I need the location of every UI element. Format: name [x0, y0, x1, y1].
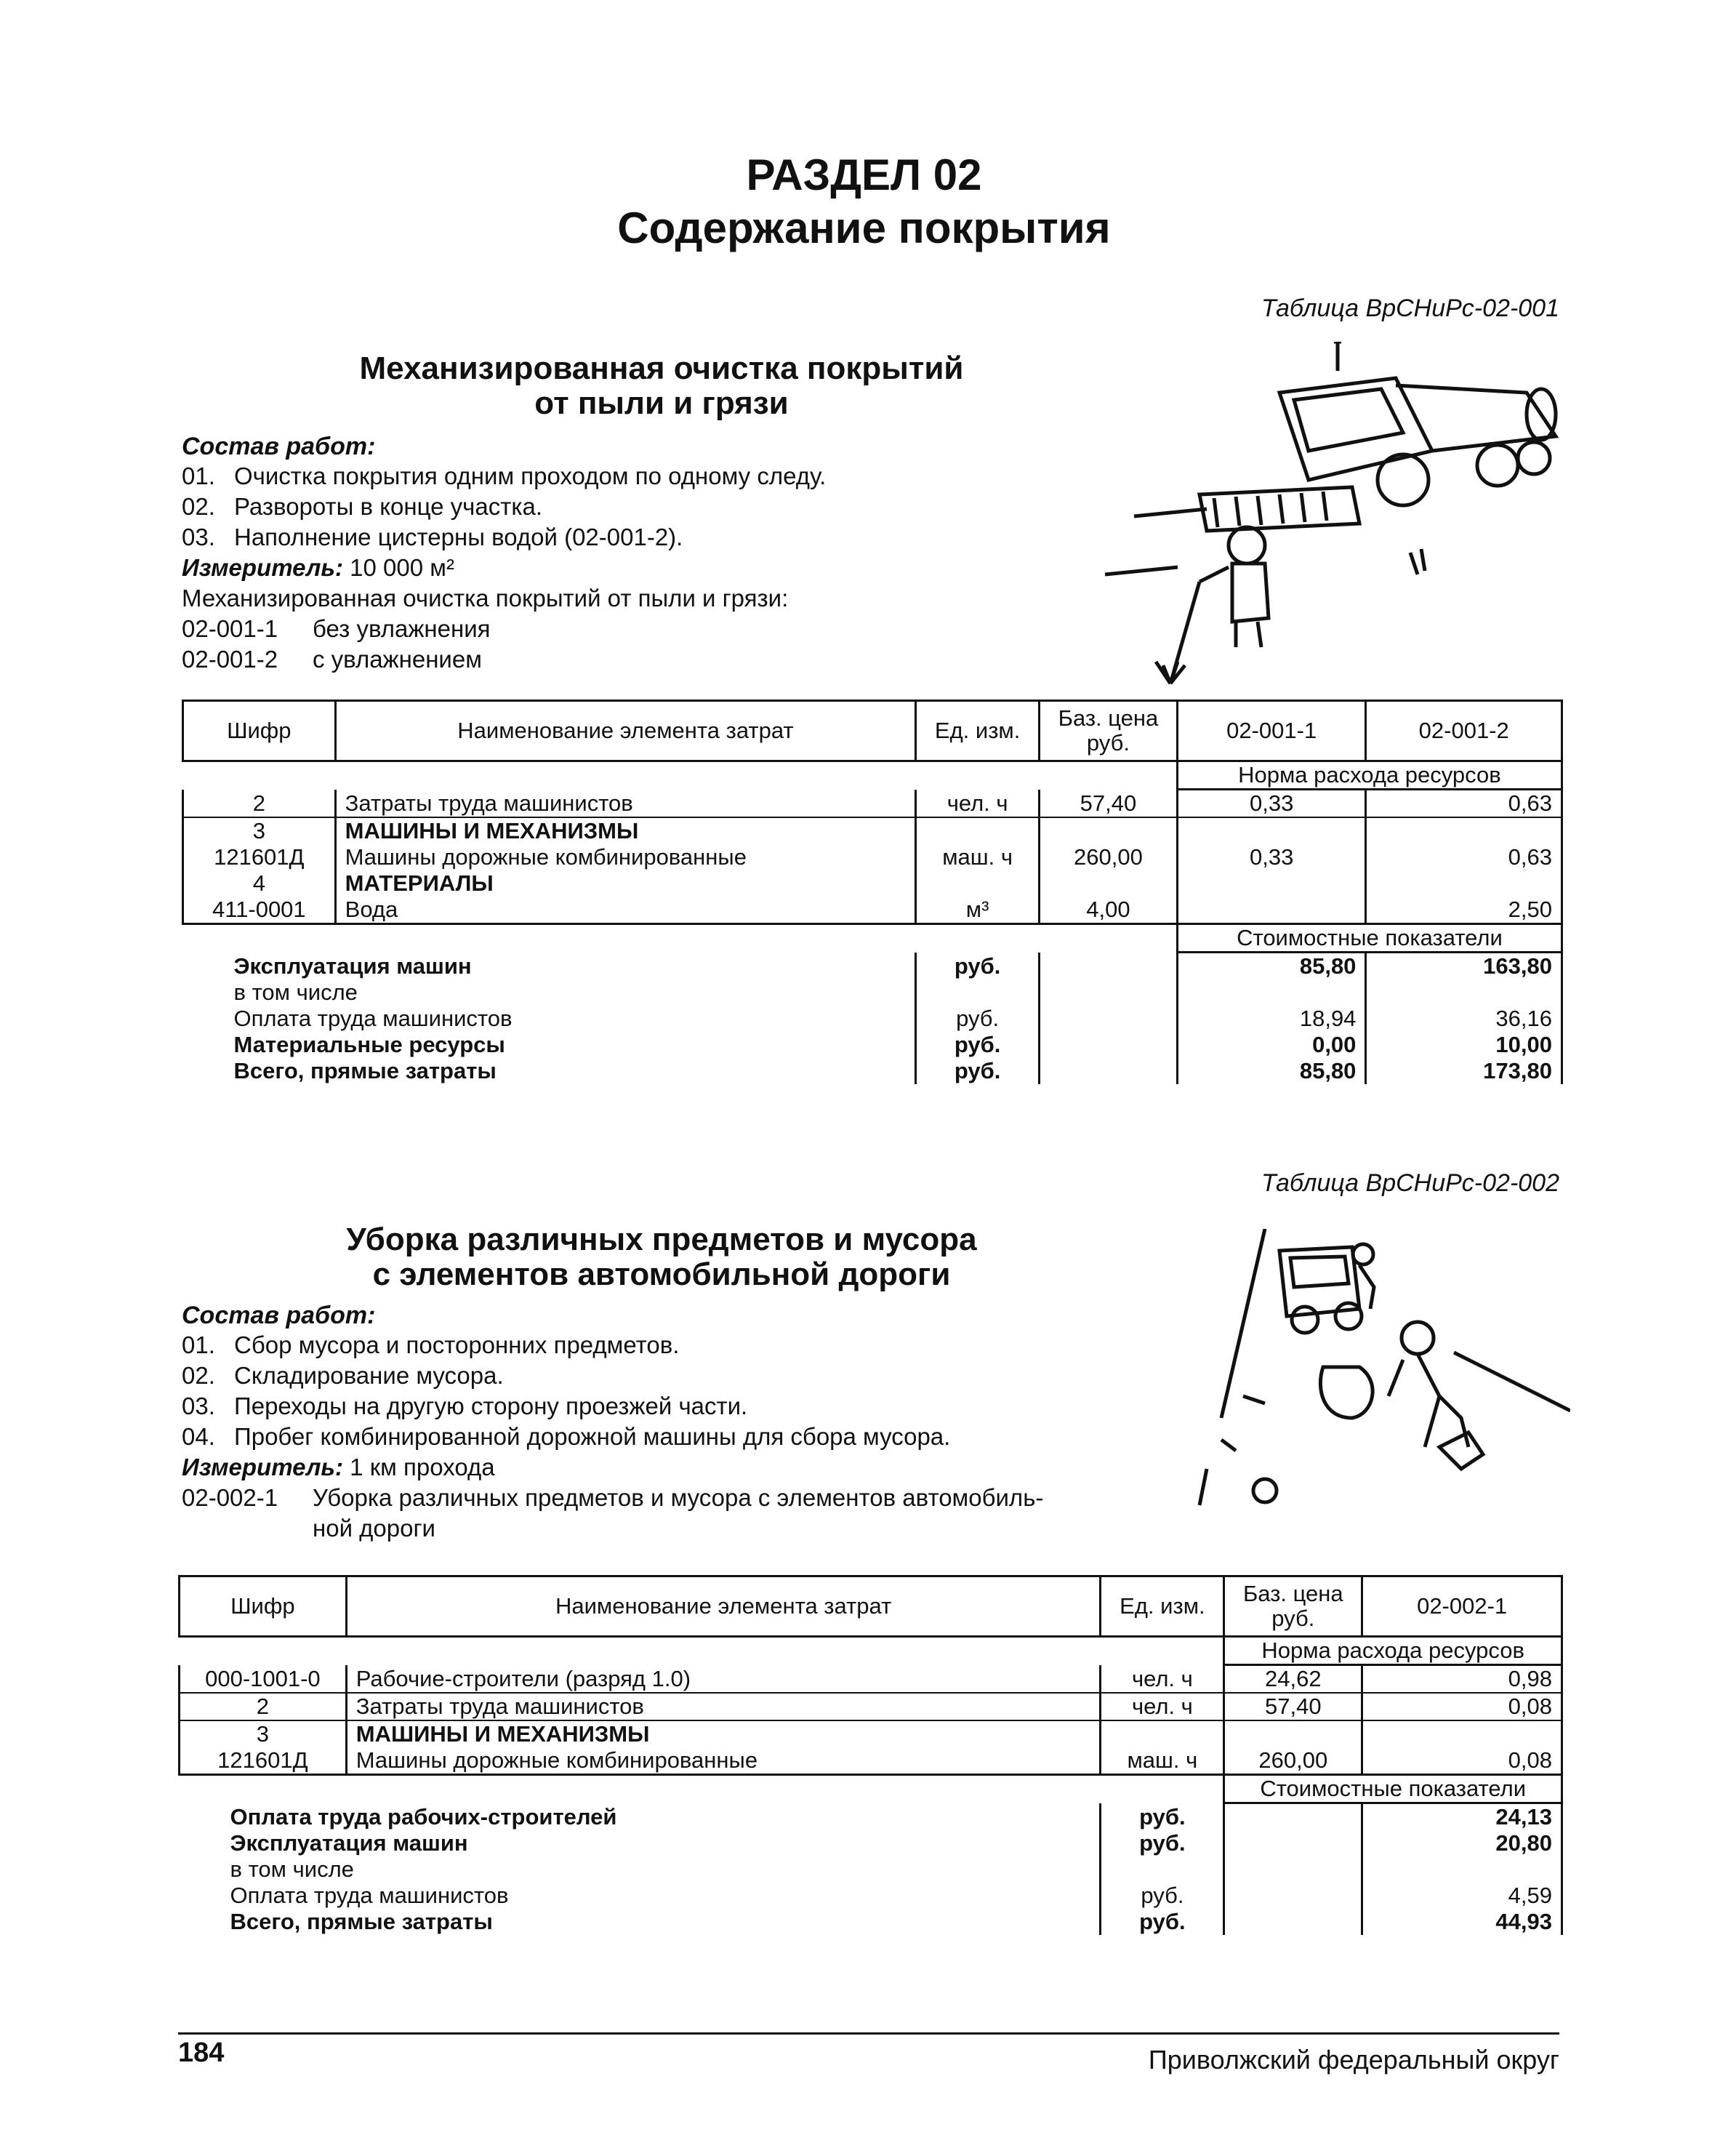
work-item: 01. Сбор мусора и посторонних предметов. — [182, 1331, 680, 1358]
work-item: 01. Очистка покрытия одним проходом по одному следу. — [182, 462, 827, 489]
cost-label-row — [180, 1775, 1562, 1803]
table-row: 000-1001-0 Рабочие-строители (разряд 1.0) чел. ч 24,62 0,98 — [180, 1665, 1562, 1694]
footer-divider — [178, 2032, 1559, 2035]
table1-title-line1: Механизированная очистка покрытий — [359, 350, 964, 386]
section-number: РАЗДЕЛ 02 — [746, 151, 982, 199]
table-row: 4 МАТЕРИАЛЫ — [183, 870, 1562, 897]
table2-works-block — [182, 1302, 1043, 1544]
header-unit: Ед. изм. — [1101, 1576, 1224, 1637]
table-row: 3 МАШИНЫ И МЕХАНИЗМЫ — [183, 817, 1562, 844]
work-item: 02. Развороты в конце участка. — [182, 493, 543, 520]
table1-title-line2: от пыли и грязи — [534, 385, 789, 421]
header-price: Баз. цена руб. — [1224, 1576, 1362, 1637]
variant-item-cont: ной дороги — [313, 1515, 435, 1542]
cost-row: в том числе — [180, 1856, 1562, 1883]
header-code: Шифр — [183, 701, 336, 761]
table1-caption: Таблица ВрСНиРс-02-001 — [1261, 294, 1559, 322]
cost-row: Оплата труда рабочих-строителей руб. 24,13 — [180, 1803, 1562, 1831]
table2 — [178, 1575, 1563, 1935]
table1 — [182, 700, 1563, 1084]
cost-row: в том числе — [183, 979, 1562, 1006]
table1-header-row — [183, 701, 1562, 761]
work-item: 02. Складирование мусора. — [182, 1362, 504, 1389]
litter-collection-illustration — [1178, 1229, 1570, 1534]
variant-item: 02-002-1 Уборка различных предметов и мусора с элементов автомобиль- — [182, 1484, 1044, 1511]
measure-line: Измеритель: 1 км прохода — [182, 1454, 495, 1480]
table-row: 121601Д Машины дорожные комбинированные маш. ч 260,00 0,08 — [180, 1747, 1562, 1775]
cost-row: Эксплуатация машин руб. 20,80 — [180, 1830, 1562, 1856]
table-row: 2 Затраты труда машинистов чел. ч 57,40 0,08 — [180, 1693, 1562, 1720]
table1-works-block — [182, 433, 826, 675]
section-title: Содержание покрытия — [617, 204, 1111, 252]
footer-region: Приволжский федеральный округ — [1148, 2045, 1559, 2075]
header-name: Наименование элемента затрат — [335, 701, 916, 761]
cost-label: Стоимостные показатели — [1177, 924, 1562, 953]
header-code: Шифр — [180, 1576, 347, 1637]
work-item: 03. Переходы на другую сторону проезжей части. — [182, 1392, 748, 1419]
header-price: Баз. цена руб. — [1040, 701, 1178, 761]
table-row: 411-0001 Вода м³ 4,00 2,50 — [183, 897, 1562, 924]
table2-title-line1: Уборка различных предметов и мусора — [346, 1222, 977, 1257]
cost-label-row — [183, 924, 1562, 953]
norm-label-row — [183, 761, 1562, 790]
measure-line: Измеритель: 10 000 м² — [182, 554, 454, 581]
table2-title-line2: с элементов автомобильной дороги — [372, 1257, 951, 1292]
work-item: 04. Пробег комбинированной дорожной машины для сбора мусора. — [182, 1423, 951, 1450]
table-row: 3 МАШИНЫ И МЕХАНИЗМЫ — [180, 1720, 1562, 1747]
header-col1: 02-001-1 — [1177, 701, 1366, 761]
sweeper-illustration — [1090, 342, 1570, 691]
norm-label: Норма расхода ресурсов — [1177, 761, 1562, 790]
variant-item: 02-001-2 с увлажнением — [182, 646, 482, 673]
header-col1: 02-002-1 — [1362, 1576, 1562, 1637]
cost-row: Эксплуатация машин руб. 85,80 163,80 — [183, 953, 1562, 980]
cost-row: Материальные ресурсы руб. 0,00 10,00 — [183, 1032, 1562, 1058]
cost-label: Стоимостные показатели — [1224, 1775, 1562, 1803]
cost-row: Оплата труда машинистов руб. 18,94 36,16 — [183, 1006, 1562, 1032]
cost-row: Всего, прямые затраты руб. 85,80 173,80 — [183, 1058, 1562, 1084]
table-row: 121601Д Машины дорожные комбинированные маш. ч 260,00 0,33 0,63 — [183, 844, 1562, 870]
norm-label: Норма расхода ресурсов — [1224, 1637, 1562, 1665]
desc-line: Механизированная очистка покрытий от пыли и грязи: — [182, 585, 789, 612]
table2-caption: Таблица ВрСНиРс-02-002 — [1261, 1169, 1559, 1197]
header-col2: 02-001-2 — [1366, 701, 1562, 761]
cost-row: Всего, прямые затраты руб. 44,93 — [180, 1909, 1562, 1935]
norm-label-row — [180, 1637, 1562, 1665]
header-unit: Ед. изм. — [916, 701, 1040, 761]
works-label: Состав работ: — [182, 1302, 376, 1329]
page-number: 184 — [178, 2037, 225, 2068]
header-name: Наименование элемента затрат — [346, 1576, 1101, 1637]
table-row: 2 Затраты труда машинистов чел. ч 57,40 0,33 0,63 — [183, 790, 1562, 818]
work-item: 03. Наполнение цистерны водой (02-001-2). — [182, 524, 683, 550]
works-label: Состав работ: — [182, 433, 376, 460]
table2-header-row — [180, 1576, 1562, 1637]
variant-item: 02-001-1 без увлажнения — [182, 615, 491, 642]
cost-row: Оплата труда машинистов руб. 4,59 — [180, 1883, 1562, 1909]
